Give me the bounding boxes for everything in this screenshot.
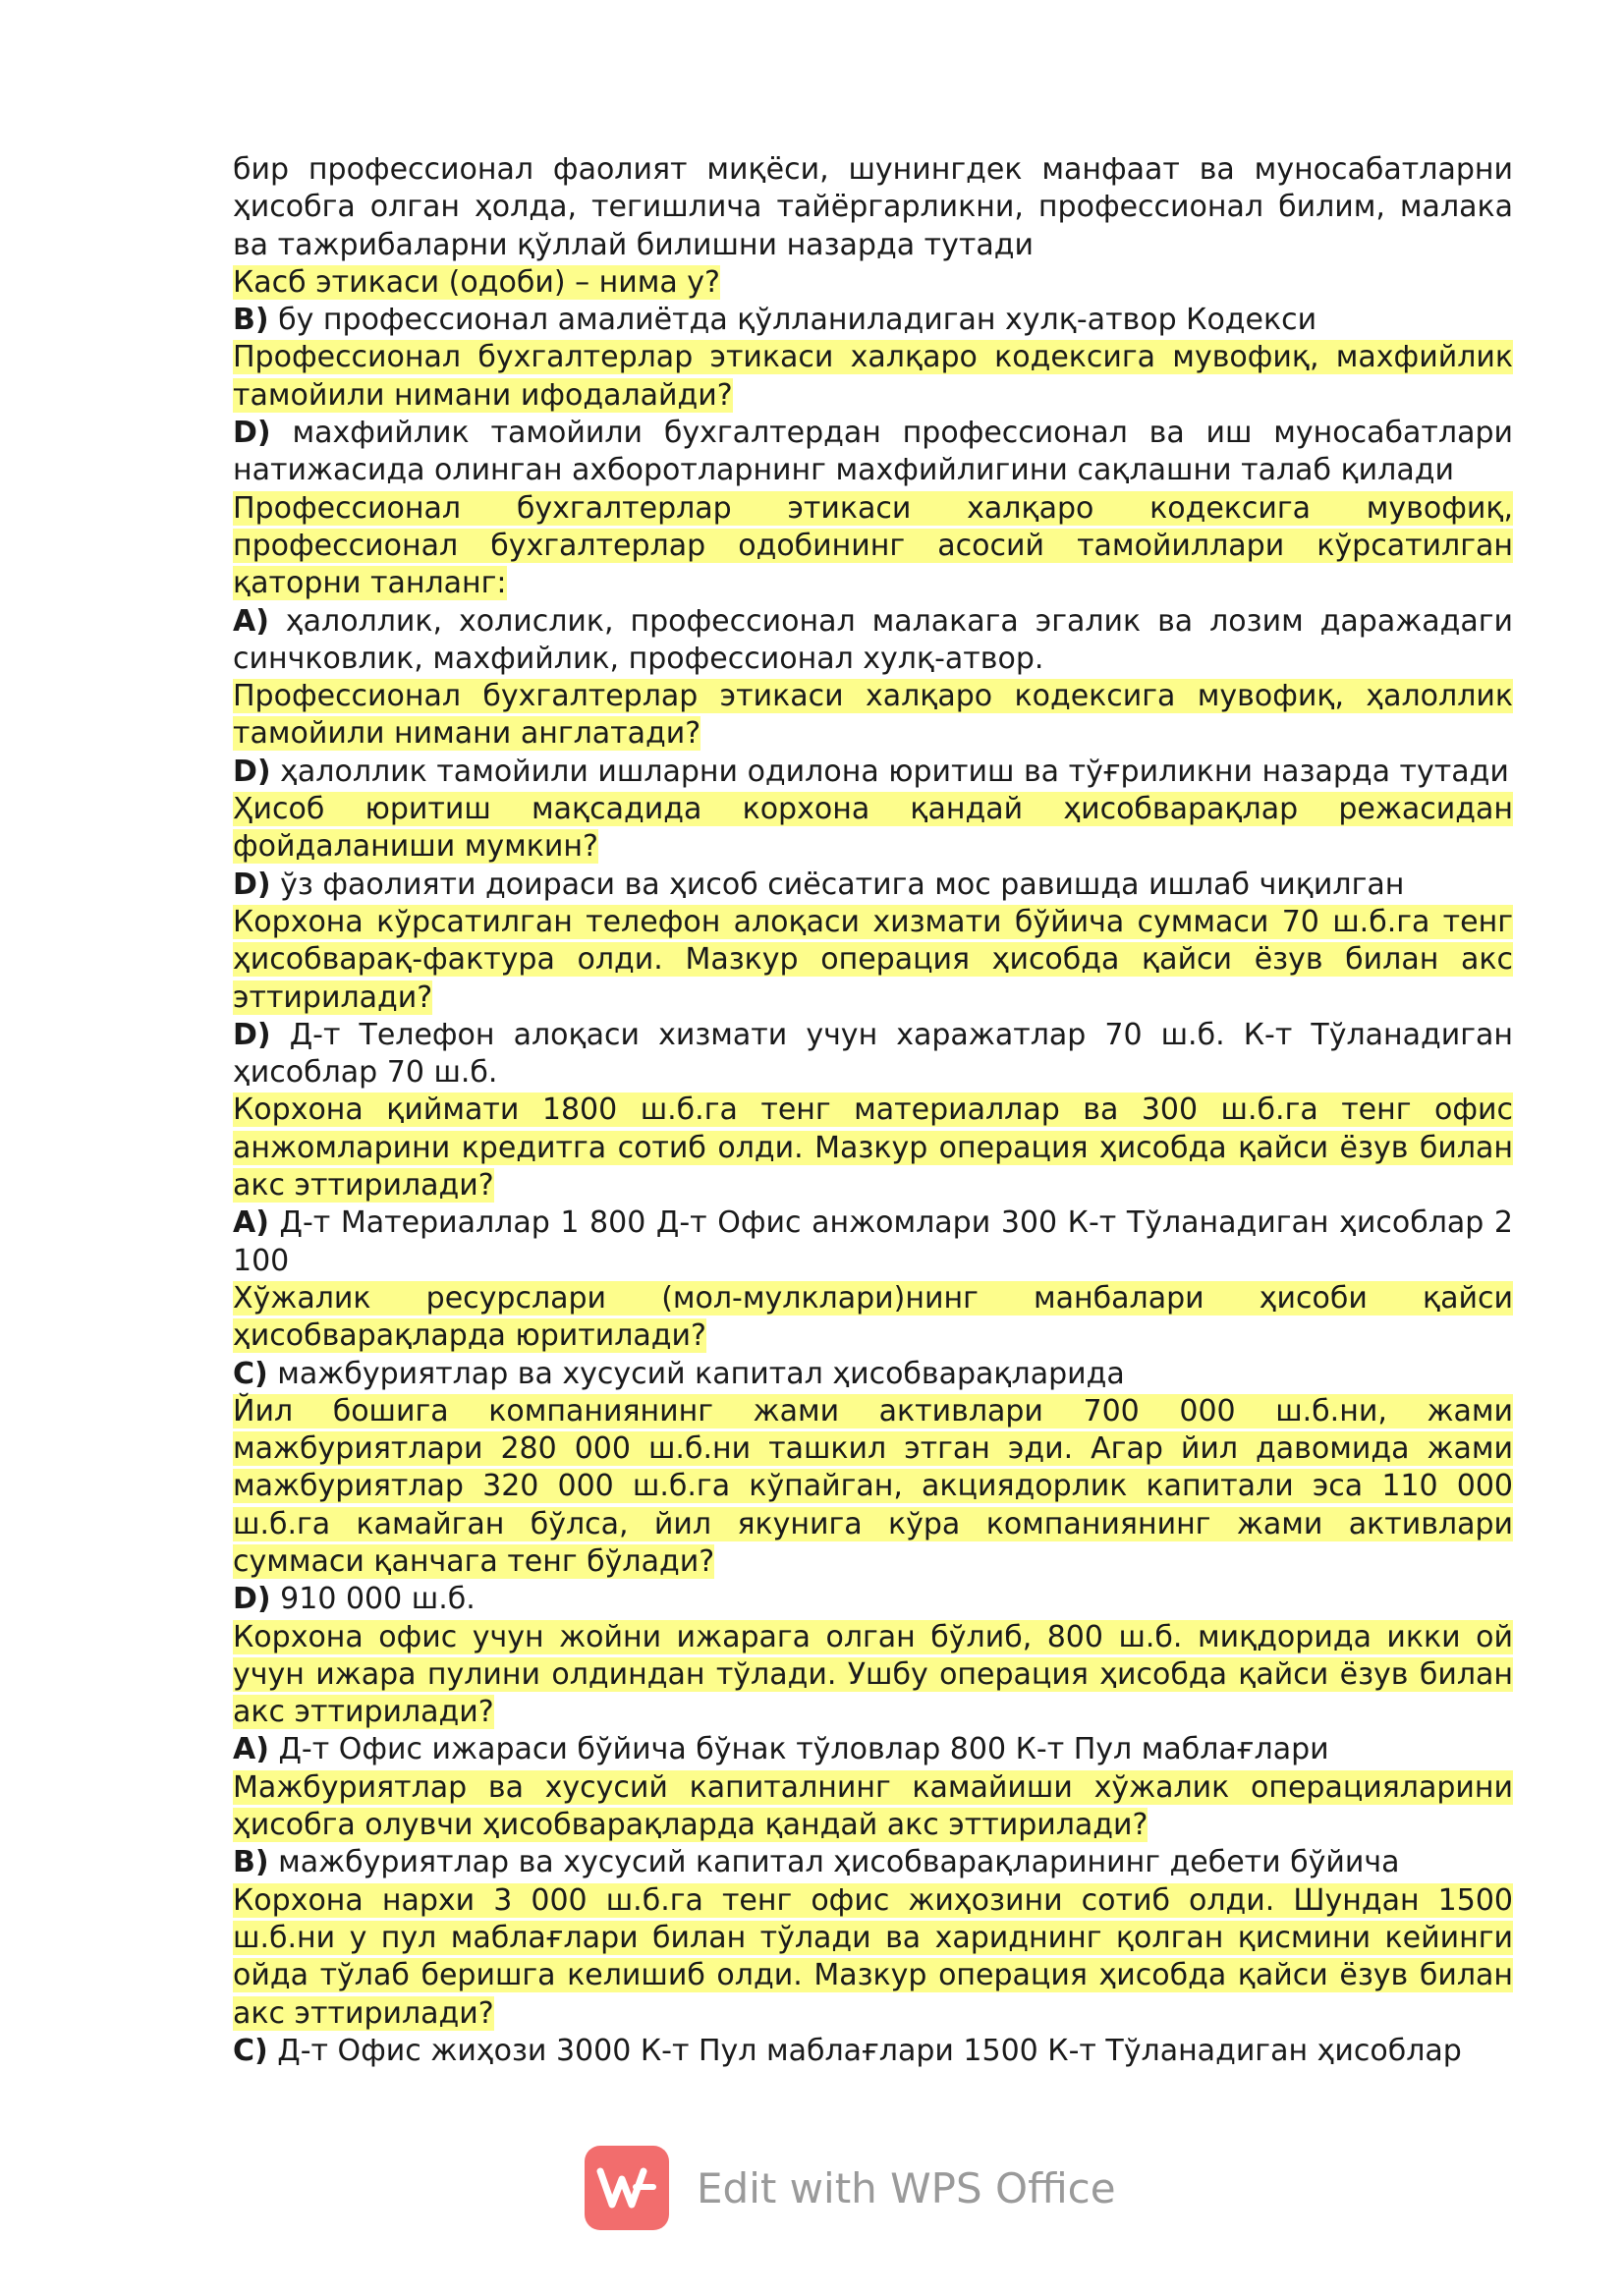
answer-text <box>233 754 1513 791</box>
answer-body: ўз фаолияти доираси ва ҳисоб сиёсатига мос равишда ишлаб чиқилган <box>270 867 1405 902</box>
answer-letter: C) <box>233 1356 268 1391</box>
question-text <box>233 339 1513 415</box>
answer-letter: B) <box>233 303 269 338</box>
highlighted-question: Мажбуриятлар ва хусусий капиталнинг камайиши хўжалик операцияларини ҳисобга олувчи ҳисобварақларда қандай акс эттирилади? <box>233 1769 1513 1843</box>
answer-body: махфийлик тамойили бухгалтердан профессионал ва иш муносабатлари натижасида олинган ахборотларнинг махфийлигини сақлашни талаб қилади <box>233 416 1513 488</box>
answer-body: Д-т Офис жиҳози 3000 К-т Пул маблағлари 1500 К-т Тўланадиган ҳисоблар <box>267 2033 1462 2068</box>
highlighted-question: Профессионал бухгалтерлар этикаси халқаро кодексига мувофиқ, ҳалоллик тамойили нимани англатади? <box>233 679 1513 752</box>
question-text <box>233 264 1513 302</box>
question-text <box>233 791 1513 867</box>
answer-text <box>233 603 1513 679</box>
answer-body: бу профессионал амалиётда қўлланиладиган хулқ-атвор Кодекси <box>268 303 1317 338</box>
answer-letter: A) <box>233 1732 269 1767</box>
answer-text <box>233 1581 1513 1618</box>
highlighted-question: Корхона кўрсатилган телефон алоқаси хизмати бўйича суммаси 70 ш.б.га тенг ҳисобварақ-фактура олди. Мазкур операция ҳисобда қайси ёзув билан акс эттирилади? <box>233 904 1513 1015</box>
highlighted-question: Профессионал бухгалтерлар этикаси халқаро кодексига мувофиқ, махфийлик тамойили нимани ифодалайди? <box>233 340 1513 413</box>
answer-body: Д-т Материаллар 1 800 Д-т Офис анжомлари 300 К-т Тўланадиган ҳисоблар 2 100 <box>233 1205 1513 1278</box>
question-text <box>233 1393 1513 1581</box>
question-text <box>233 1092 1513 1204</box>
highlighted-question: Йил бошига компаниянинг жами активлари 700 000 ш.б.ни, жами мажбуриятлари 280 000 ш.б.ни ташкил этган эди. Агар йил давомида жами мажбуриятлар 320 000 ш.б.га кўпайган, акциядорлик капитали эса 110 000 ш.б.га камайган бўлса, йил якунига кўра компаниянинг жами активлари суммаси қанчага тенг бўлади? <box>233 1393 1513 1579</box>
question-text <box>233 490 1513 603</box>
answer-body: 910 000 ш.б. <box>270 1582 476 1617</box>
answer-text <box>233 302 1513 339</box>
highlighted-question: Корхона қиймати 1800 ш.б.га тенг материаллар ва 300 ш.б.га тенг офис анжомларини кредитга сотиб олди. Мазкур операция ҳисобда қайси ёзув билан акс эттирилади? <box>233 1092 1513 1204</box>
answer-text <box>233 1204 1513 1280</box>
answer-body: ҳалоллик тамойили ишларни одилона юритиш ва тўғриликни назарда тутади <box>270 754 1509 789</box>
question-text <box>233 678 1513 754</box>
highlighted-question: Хўжалик ресурслари (мол-мулклари)нинг манбалари ҳисоби қайси ҳисобварақларда юритилади? <box>233 1280 1513 1354</box>
answer-body: мажбуриятлар ва хусусий капитал ҳисобварақларининг дебети бўйича <box>268 1845 1400 1880</box>
answer-letter: D) <box>233 1582 271 1617</box>
wps-footer[interactable] <box>585 2144 1116 2232</box>
question-text <box>233 1619 1513 1732</box>
answer-letter: D) <box>233 1017 271 1052</box>
wps-logo-icon[interactable] <box>585 2146 669 2230</box>
document-body <box>233 151 1513 2070</box>
answer-letter: A) <box>233 603 269 639</box>
answer-body: Д-т Офис ижараси бўйича бўнак тўловлар 800 К-т Пул маблағлари <box>268 1732 1329 1767</box>
answer-body: ҳалоллик, холислик, профессионал малакага эгалик ва лозим даражадаги синчковлик, махфийлик, профессионал хулқ-атвор. <box>233 603 1513 676</box>
answer-body: мажбуриятлар ва хусусий капитал ҳисобварақларида <box>267 1356 1125 1391</box>
highlighted-question: Корхона нархи 3 000 ш.б.га тенг офис жиҳозини сотиб олди. Шундан 1500 ш.б.ни у пул маблағлари билан тўлади ва хариднинг қолган қисмини кейинги ойда тўлаб беришга келишиб олди. Мазкур операция ҳисобда қайси ёзув билан акс эттирилади? <box>233 1882 1513 2031</box>
answer-text <box>233 1017 1513 1092</box>
answer-letter: D) <box>233 867 271 902</box>
wps-footer-text[interactable]: Edit with WPS Office <box>697 2163 1116 2212</box>
answer-letter: B) <box>233 1845 269 1880</box>
highlighted-question: Касб этикаси (одоби) – нима у? <box>233 264 720 300</box>
answer-text <box>233 867 1513 904</box>
answer-letter: D) <box>233 416 271 451</box>
body-text: бир профессионал фаолият миқёси, шунингдек манфаат ва муносабатларни ҳисобга олган ҳолда, тегишлича тайёргарликни, профессионал билим, малака ва тажрибаларни қўллай билишни назарда тутади <box>233 152 1513 262</box>
answer-letter: C) <box>233 2033 268 2068</box>
answer-letter: A) <box>233 1205 269 1241</box>
question-text <box>233 904 1513 1017</box>
highlighted-question: Профессионал бухгалтерлар этикаси халқаро кодексига мувофиқ, профессионал бухгалтерлар одобининг асосий тамойиллари кўрсатилган қаторни танланг: <box>233 490 1513 601</box>
answer-text <box>233 2033 1513 2070</box>
answer-text <box>233 1844 1513 1881</box>
answer-body: Д-т Телефон алоқаси хизмати учун харажатлар 70 ш.б. К-т Тўланадиган ҳисоблар 70 ш.б. <box>233 1017 1513 1091</box>
answer-letter: D) <box>233 754 271 789</box>
answer-text <box>233 415 1513 490</box>
question-text <box>233 1280 1513 1356</box>
highlighted-question: Корхона офис учун жойни ижарага олган бўлиб, 800 ш.б. миқдорида икки ой учун ижара пулини олдиндан тўлади. Ушбу операция ҳисобда қайси ёзув билан акс эттирилади? <box>233 1619 1513 1730</box>
highlighted-question: Ҳисоб юритиш мақсадида корхона қандай ҳисобварақлар режасидан фойдаланиши мумкин? <box>233 792 1513 865</box>
question-text <box>233 1769 1513 1845</box>
answer-text <box>233 1731 1513 1768</box>
question-text <box>233 1882 1513 2033</box>
answer-text <box>233 1356 1513 1393</box>
